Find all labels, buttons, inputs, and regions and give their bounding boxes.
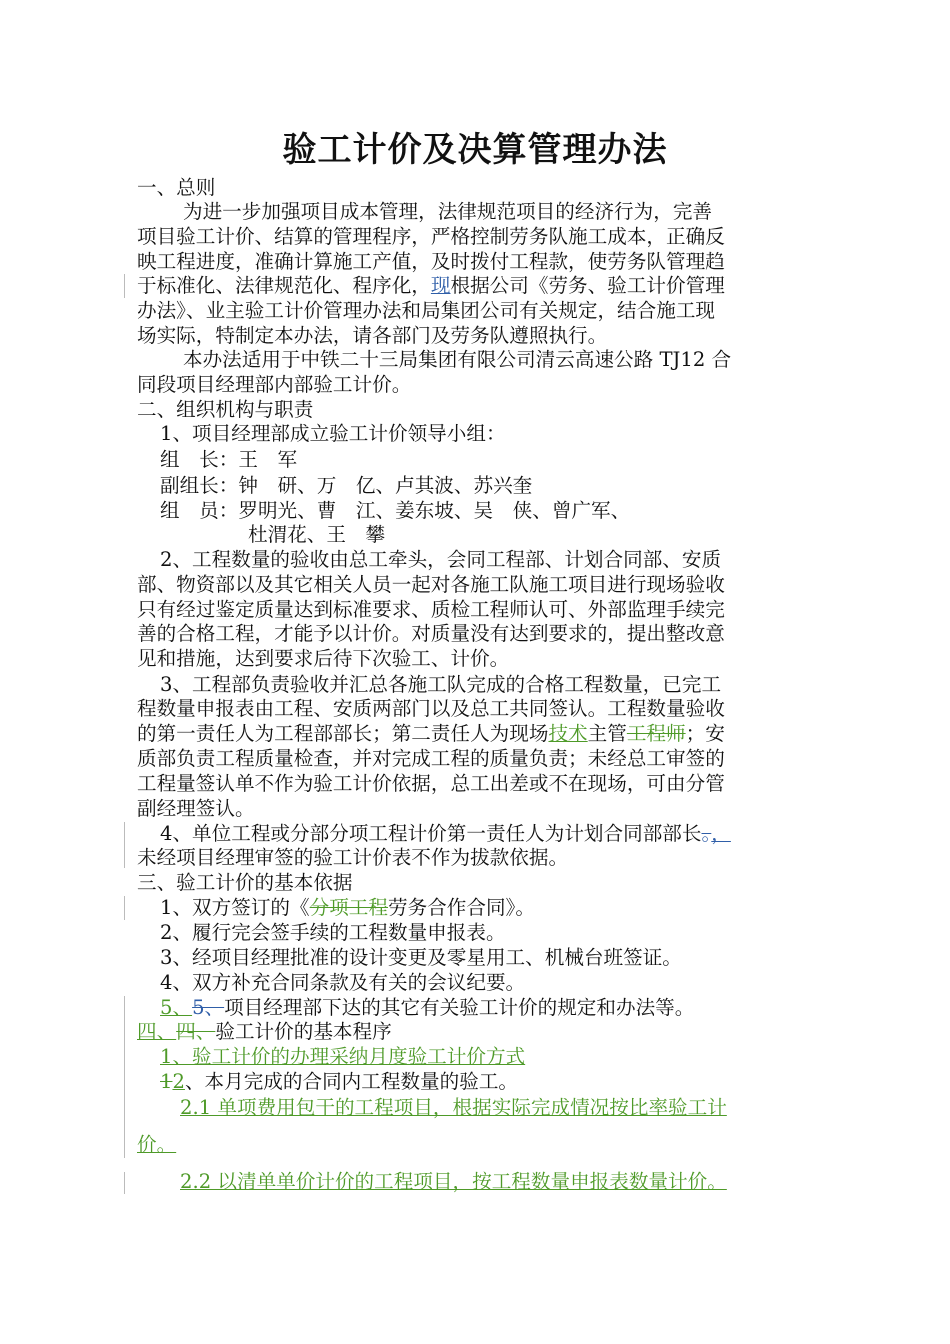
- change-bar: [124, 1172, 125, 1194]
- paragraph-line: 副经理签认。: [137, 797, 255, 820]
- section-heading-basis: 三、验工计价的基本依据: [137, 871, 353, 894]
- members-line-continued: 杜渭花、王 攀: [248, 523, 386, 546]
- inserted-text: 四、: [137, 1020, 177, 1043]
- paragraph-line: 映工程进度，准确计算施工产值，及时拨付工程款，使劳务队管理趋: [137, 250, 725, 273]
- deleted-text: 。: [701, 822, 712, 845]
- list-item: [160, 1070, 518, 1094]
- list-item: [160, 896, 535, 920]
- change-bar: [124, 274, 125, 298]
- text-run: 于标准化、法律规范化、程序化，: [137, 274, 431, 297]
- inserted-paragraph-line: 2.2 以清单单价计价的工程项目，按工程数量申报表数量计价。: [180, 1170, 727, 1193]
- inserted-text: 5、: [160, 996, 193, 1019]
- text-run: ；安: [685, 722, 725, 745]
- document-title: 验工计价及决算管理办法: [282, 130, 668, 170]
- paragraph-line: 3、工程部负责验收并汇总各施工队完成的合格工程数量，已完工: [160, 673, 722, 696]
- list-item: [160, 996, 694, 1020]
- paragraph-line: 工程量签认单不作为验工计价依据，总工出差或不在现场，可由分管: [137, 772, 725, 795]
- inserted-text: ，: [711, 822, 731, 845]
- paragraph-line: [137, 722, 725, 746]
- paragraph-line: 本办法适用于中铁二十三局集团有限公司清云高速公路 TJ12 合: [183, 348, 732, 371]
- text-run: 4、单位工程或分部分项工程计价第一责任人为计划合同部部长: [160, 822, 702, 845]
- paragraph-line: 只有经过鉴定质量达到标准要求、质检工程师认可、外部监理手续完: [137, 598, 725, 621]
- list-item: 2、履行完会签手续的工程数量申报表。: [160, 921, 506, 944]
- paragraph-line: 同段项目经理部内部验工计价。: [137, 373, 412, 396]
- deleted-text: 5、: [192, 996, 225, 1019]
- change-bar: [124, 822, 125, 868]
- paragraph-line: [137, 274, 725, 298]
- text-run: 1、双方签订的《: [160, 896, 310, 919]
- text-run: 、本月完成的合同内工程数量的验工。: [184, 1070, 519, 1093]
- members-line: 组 员：罗明光、曹 江、姜东坡、吴 侠、曾广军、: [160, 499, 631, 522]
- deleted-text: 工程师: [626, 722, 686, 745]
- inserted-text: 2: [172, 1070, 185, 1093]
- inserted-text: 现: [430, 274, 451, 297]
- inserted-list-item: 1、验工计价的办理采纳月度验工计价方式: [160, 1045, 526, 1068]
- text-run: 验工计价的基本程序: [215, 1020, 392, 1043]
- paragraph-line: 未经项目经理审签的验工计价表不作为拔款依据。: [137, 846, 569, 869]
- section-heading-procedure: [137, 1020, 392, 1044]
- paragraph-line: 见和措施，达到要求后待下次验工、计价。: [137, 647, 510, 670]
- inserted-paragraph-line: 2.1 单项费用包干的工程项目，根据实际完成情况按比率验工计: [180, 1096, 727, 1119]
- inserted-paragraph-line: 价。: [137, 1133, 177, 1156]
- text-run: 项目经理部下达的其它有关验工计价的规定和办法等。: [224, 996, 695, 1019]
- change-bar: [124, 896, 125, 920]
- deleted-text: 1: [160, 1070, 173, 1093]
- paragraph-line: 2、工程数量的验收由总工牵头，会同工程部、计划合同部、安质: [160, 548, 722, 571]
- section-heading-organization: 二、组织机构与职责: [137, 398, 314, 421]
- paragraph-line: 质部负责工程质量检查，并对完成工程的质量负责；未经总工审签的: [137, 747, 725, 770]
- text-run: 主管: [587, 722, 627, 745]
- paragraph-line: 办法》、业主验工计价管理办法和局集团公司有关规定，结合施工现: [137, 299, 716, 322]
- text-run: 根据公司《劳务、验工计价管理: [450, 274, 725, 297]
- paragraph-line: 部、物资部以及其它相关人员一起对各施工队施工项目进行现场验收: [137, 573, 725, 596]
- change-bar: [124, 996, 125, 1158]
- deleted-text: 四、: [176, 1020, 216, 1043]
- deputy-leader-line: 副组长：钟 研、万 亿、卢其波、苏兴奎: [160, 474, 533, 497]
- paragraph-line: 为进一步加强项目成本管理，法律规范项目的经济行为，完善: [183, 200, 713, 223]
- paragraph-line: 场实际，特制定本办法，请各部门及劳务队遵照执行。: [137, 324, 608, 347]
- list-item: 1、项目经理部成立验工计价领导小组：: [160, 422, 506, 445]
- paragraph-line: [160, 822, 731, 846]
- paragraph-line: 善的合格工程，才能予以计价。对质量没有达到要求的，提出整改意: [137, 622, 725, 645]
- list-item: 3、经项目经理批准的设计变更及零星用工、机械台班签证。: [160, 946, 682, 969]
- inserted-text: 技术: [548, 722, 588, 745]
- deleted-text: 分项工程: [309, 896, 388, 919]
- text-run: 劳务合作合同》。: [388, 896, 535, 919]
- list-item: 4、双方补充合同条款及有关的会议纪要。: [160, 971, 526, 994]
- text-run: 的第一责任人为工程部部长；第二责任人为现场: [137, 722, 549, 745]
- group-leader-line: 组 长：王 军: [160, 448, 298, 471]
- paragraph-line: 程数量申报表由工程、安质两部门以及总工共同签认。工程数量验收: [137, 697, 725, 720]
- paragraph-line: 项目验工计价、结算的管理程序，严格控制劳务队施工成本，正确反: [137, 225, 725, 248]
- section-heading-general: 一、总则: [137, 176, 216, 199]
